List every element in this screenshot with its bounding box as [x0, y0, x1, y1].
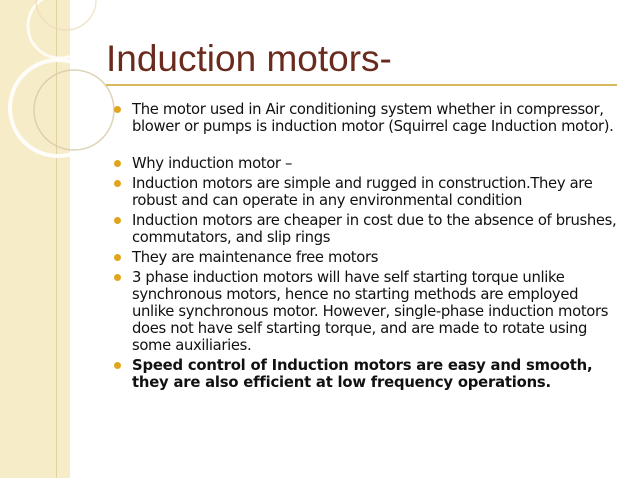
bullet-text: 3 phase induction motors will have self starting torque unlike synchronous motors, hence no starting methods are employed unlike synchronous motor. However, single-phase induction motors does not have self starting torque, and are made to rotate using some auxiliaries. — [132, 269, 609, 354]
bullet-icon — [114, 180, 121, 187]
title-underline — [106, 84, 617, 86]
bullet-icon — [114, 362, 121, 369]
bullet-text: Speed control of Induction motors are easy and smooth, they are also efficient at low frequency operations. — [132, 357, 593, 391]
bullet-icon — [114, 106, 121, 113]
bullet-text: Induction motors are cheaper in cost due to the absence of brushes, commutators, and slip rings — [132, 212, 617, 246]
bullet-text: The motor used in Air conditioning system whether in compressor, blower or pumps is induction motor (Squirrel cage Induction motor). — [132, 101, 614, 135]
bullet-list — [114, 101, 620, 394]
bullet-icon — [114, 274, 121, 281]
bullet-item — [114, 175, 620, 209]
bullet-icon — [114, 217, 121, 224]
bullet-item — [114, 155, 620, 172]
bullet-item — [114, 269, 620, 354]
bullet-icon — [114, 254, 121, 261]
bullet-text: Why induction motor – — [132, 155, 293, 172]
bullet-text: Induction motors are simple and rugged in construction.They are robust and can operate in any environmental condition — [132, 175, 593, 209]
bullet-icon — [114, 160, 121, 167]
bullet-item — [114, 249, 620, 266]
bullet-item — [114, 212, 620, 246]
bullet-item — [114, 101, 620, 135]
bullet-item-emphasis — [114, 357, 620, 391]
bullet-text: They are maintenance free motors — [132, 249, 379, 266]
slide-title: Induction motors- — [106, 38, 392, 79]
